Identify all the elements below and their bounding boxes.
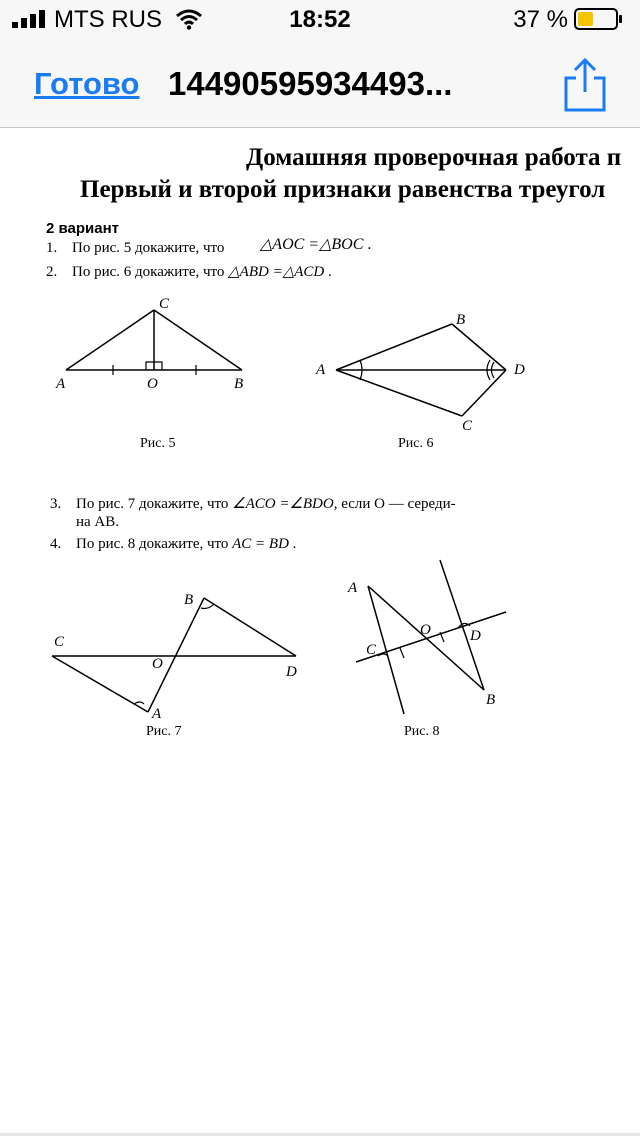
caption-fig-8: Рис. 8: [404, 724, 440, 739]
status-bar: [0, 0, 640, 40]
fig7-label-d: D: [286, 664, 297, 680]
fig8-label-b: B: [486, 692, 496, 708]
figure-7: [44, 584, 314, 724]
clock: 18:52: [289, 6, 351, 33]
variant-label: 2 вариант: [46, 220, 120, 237]
fig5-label-b: B: [234, 376, 244, 388]
fig7-label-c: C: [54, 634, 65, 650]
battery-percent: 37 %: [513, 6, 568, 33]
navigation-bar: [0, 40, 640, 128]
doc-heading-2: Первый и второй признаки равенства треугол: [80, 176, 606, 203]
doc-heading-1: Домашняя проверочная работа п: [246, 144, 622, 171]
figure-8: [340, 558, 520, 718]
share-icon[interactable]: [562, 58, 608, 112]
task-3: 3. По рис. 7 докажите, что ∠ACO =∠BDO, если O — середи-: [50, 496, 456, 512]
fig8-label-d: D: [470, 628, 481, 644]
caption-fig-6: Рис. 6: [398, 436, 434, 451]
document-title: 14490595934493...: [168, 65, 453, 102]
battery-icon: [574, 8, 624, 30]
caption-fig-5: Рис. 5: [140, 436, 176, 451]
fig6-label-a: A: [316, 362, 326, 378]
task-2: 2. По рис. 6 докажите, что △ABD =△ACD .: [46, 264, 332, 280]
task-1-math: △AOC =△BOC .: [260, 236, 372, 253]
fig6-label-b: B: [456, 312, 466, 328]
task-3-line-2: на AB.: [76, 514, 120, 530]
figure-5: [50, 288, 260, 388]
fig5-label-c: C: [159, 296, 170, 312]
fig6-label-c: C: [462, 418, 473, 430]
fig7-label-o: O: [152, 656, 163, 672]
fig6-label-d: D: [514, 362, 525, 378]
done-button[interactable]: Готово: [34, 66, 140, 101]
document-viewer[interactable]: [0, 128, 640, 1134]
fig8-label-o: O: [420, 622, 431, 638]
carrier-name: MTS RUS: [54, 6, 162, 33]
task-4: 4. По рис. 8 докажите, что AC = BD .: [50, 536, 297, 552]
fig8-label-a: A: [348, 580, 358, 596]
fig5-label-a: A: [56, 376, 66, 388]
caption-fig-7: Рис. 7: [146, 724, 182, 739]
fig8-label-c: C: [366, 642, 377, 658]
fig7-label-b: B: [184, 592, 194, 608]
figure-6: [312, 310, 532, 430]
task-1: 1. По рис. 5 докажите, что: [46, 240, 225, 256]
fig7-label-a: A: [152, 706, 162, 722]
fig5-label-o: O: [147, 376, 158, 388]
